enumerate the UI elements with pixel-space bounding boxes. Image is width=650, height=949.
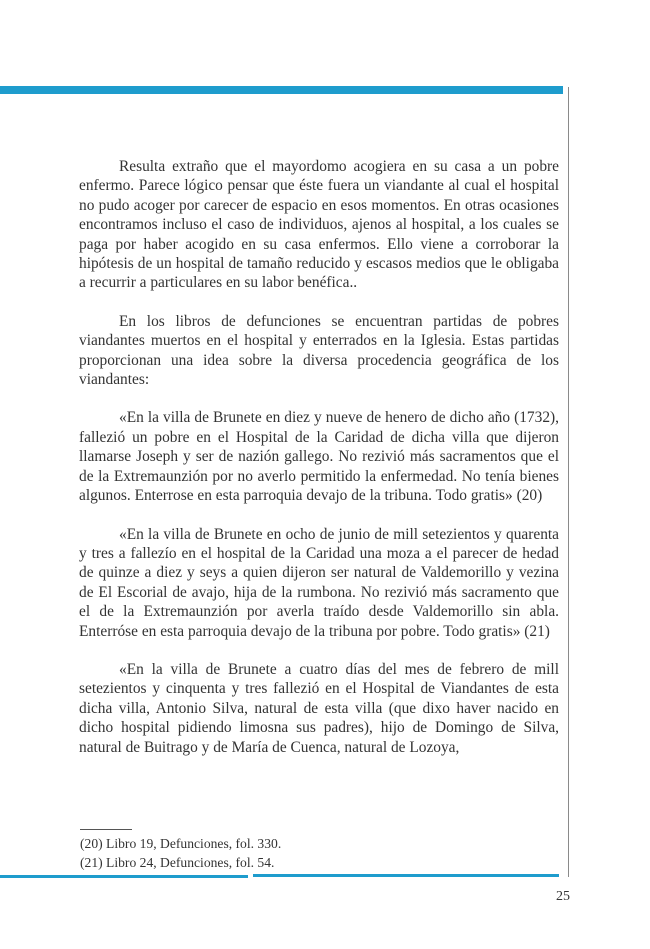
- quotation-paragraph: «En la villa de Brunete en ocho de junio de mill setezientos y quarenta y tres a fallezío en el hospital de la Caridad una moza a el parecer de hedad de quinze a diez y seys a quien dijeron ser natural de Valdemorillo y vezina de El Escorial de avajo, hija de la rumbona. No rezivió más sacramento que el de la Extremaunzión por averla traído desde Valdemorillo sin abla. Enterróse en esta parroquia devajo de la tribuna por pobre. Todo gratis» (21): [79, 525, 559, 640]
- header-accent-bar: [0, 86, 563, 94]
- quotation-paragraph: «En la villa de Brunete a cuatro días del mes de febrero de mill setezientos y cinquenta y tres fallezió en el Hospital de Viandantes de esta dicha villa, Antonio Silva, natural de esta villa (que dixo haver nacido en dicho hospital pidiendo limosna sus padres), hijo de Domingo de Silva, natural de Buitrago y de María de Cuenca, natural de Lozoya,: [79, 660, 559, 756]
- page-number: 25: [556, 889, 570, 904]
- footnote-separator: [80, 829, 132, 830]
- footnotes: [80, 834, 480, 872]
- page-body: [79, 157, 559, 776]
- paragraph: Resulta extraño que el mayordomo acogiera en su casa a un pobre enfermo. Parece lógico pensar que éste fuera un viandante al cual el hospital no pudo acoger por carecer de espacio en esos momentos. En otras ocasiones encontramos incluso el caso de individuos, ajenos al hospital, a los cuales se paga por haber acogido en su casa enfermos. Ello viene a corroborar la hipótesis de un hospital de tamaño reducido y escasos medios que le obligaba a recurrir a particulares en su labor benéfica..: [79, 158, 559, 292]
- footnote-20: (20) Libro 19, Defunciones, fol. 330.: [80, 836, 282, 851]
- paragraph: En los libros de defunciones se encuentran partidas de pobres viandantes muertos en el hospital y enterrados en la Iglesia. Estas partidas proporcionan una idea sobre la diversa procedencia geográfica de los viandantes:: [79, 312, 559, 389]
- quotation-paragraph: «En la villa de Brunete en diez y nueve de henero de dicho año (1732), fallezió un pobre en el Hospital de la Caridad de dicha villa que dijeron llamarse Joseph y ser de nazión gallego. No rezivió más sacramentos que el de la Extremaunzión por no averlo permitido la enfermedad. No tenía bienes algunos. Enterrose en esta parroquia devajo de la tribuna. Todo gratis» (20): [79, 409, 559, 505]
- footer-accent-bar-left: [0, 875, 248, 878]
- right-margin-rule: [568, 87, 569, 877]
- footnote-21: (21) Libro 24, Defunciones, fol. 54.: [80, 855, 275, 870]
- footer-accent-bar-right: [253, 874, 559, 877]
